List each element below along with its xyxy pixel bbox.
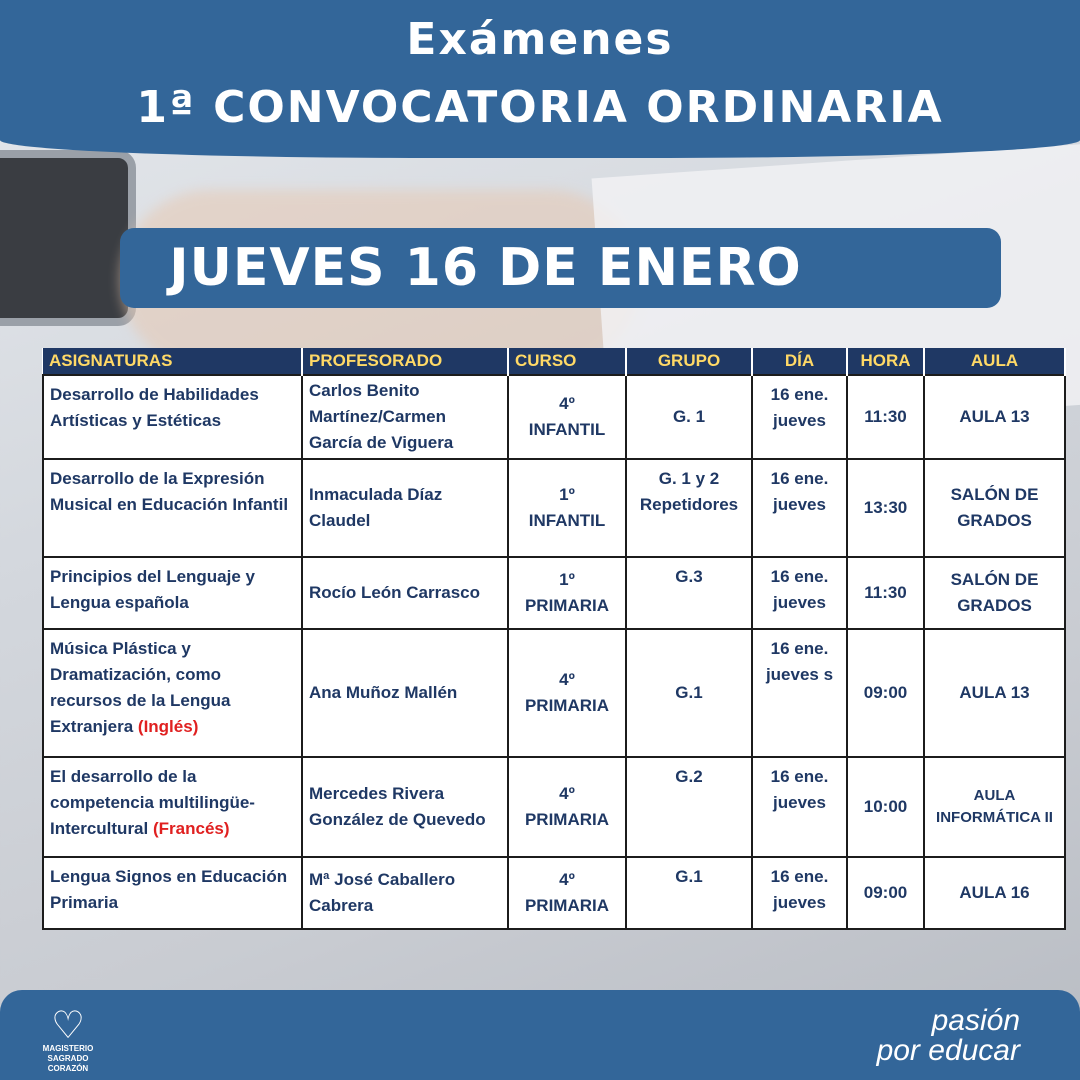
table-row	[43, 857, 1065, 929]
dia-cell: 16 ene. jueves	[752, 857, 847, 929]
logo-text-line: MAGISTERIO	[42, 1044, 94, 1053]
aula-cell: AULA 13	[924, 629, 1065, 757]
aula-cell: AULA 13	[924, 375, 1065, 459]
grupo-cell: G.2	[626, 757, 752, 857]
grupo-cell: G. 1	[626, 375, 752, 459]
asignatura-cell: Principios del Lenguaje y Lengua española	[43, 557, 302, 629]
slogan	[877, 1006, 1020, 1066]
curso-cell: 4º INFANTIL	[508, 375, 626, 459]
profesorado-cell: Carlos Benito Martínez/Carmen García de Viguera	[302, 375, 508, 459]
curso-cell: 1º INFANTIL	[508, 459, 626, 557]
table-header-row	[43, 348, 1065, 375]
dia-cell: 16 ene. jueves	[752, 557, 847, 629]
exam-schedule-table	[42, 348, 1064, 926]
date-banner: JUEVES 16 DE ENERO	[120, 228, 1001, 308]
dia-cell: 16 ene. jueves	[752, 757, 847, 857]
aula-cell: SALÓN DE GRADOS	[924, 459, 1065, 557]
profesorado-cell: Mª José Caballero Cabrera	[302, 857, 508, 929]
asignatura-cell: Lengua Signos en Educación Primaria	[43, 857, 302, 929]
asignatura-cell: El desarrollo de la competencia multilingüe-Intercultural (Francés)	[43, 757, 302, 857]
grupo-cell: G.1	[626, 857, 752, 929]
language-highlight: (Francés)	[152, 819, 230, 838]
curso-cell: 1º PRIMARIA	[508, 557, 626, 629]
grupo-cell: G. 1 y 2 Repetidores	[626, 459, 752, 557]
page-subtitle: 1ª CONVOCATORIA ORDINARIA	[136, 82, 944, 133]
column-header: PROFESORADO	[302, 348, 508, 375]
aula-cell: AULA INFORMÁTICA II	[924, 757, 1065, 857]
table-row	[43, 459, 1065, 557]
grupo-cell: G.3	[626, 557, 752, 629]
column-header: CURSO	[508, 348, 626, 375]
institution-logo	[36, 1003, 100, 1074]
table-row	[43, 757, 1065, 857]
logo-text-line: CORAZÓN	[47, 1064, 89, 1073]
background-watch	[0, 150, 136, 326]
logo-text-line: SAGRADO	[47, 1054, 89, 1063]
table-row	[43, 375, 1065, 459]
language-highlight: (Inglés)	[137, 717, 199, 736]
column-header: ASIGNATURAS	[43, 348, 302, 375]
aula-cell: AULA 16	[924, 857, 1065, 929]
table-row	[43, 629, 1065, 757]
column-header: HORA	[847, 348, 924, 375]
curso-cell: 4º PRIMARIA	[508, 629, 626, 757]
aula-cell: SALÓN DE GRADOS	[924, 557, 1065, 629]
dia-cell: 16 ene. jueves s	[752, 629, 847, 757]
hora-cell: 09:00	[847, 629, 924, 757]
asignatura-cell: Desarrollo de la Expresión Musical en Educación Infantil	[43, 459, 302, 557]
header-banner	[0, 0, 1080, 158]
curso-cell: 4º PRIMARIA	[508, 757, 626, 857]
hora-cell: 11:30	[847, 557, 924, 629]
profesorado-cell: Inmaculada Díaz Claudel	[302, 459, 508, 557]
slogan-line: por educar	[876, 1034, 1020, 1067]
dia-cell: 16 ene. jueves	[752, 375, 847, 459]
asignatura-cell: Música Plástica y Dramatización, como recursos de la Lengua Extranjera (Inglés)	[43, 629, 302, 757]
column-header: DÍA	[752, 348, 847, 375]
page-title: Exámenes	[406, 14, 674, 65]
hora-cell: 13:30	[847, 459, 924, 557]
column-header: GRUPO	[626, 348, 752, 375]
curso-cell: 4º PRIMARIA	[508, 857, 626, 929]
hora-cell: 11:30	[847, 375, 924, 459]
profesorado-cell: Rocío León Carrasco	[302, 557, 508, 629]
column-header: AULA	[924, 348, 1065, 375]
profesorado-cell: Ana Muñoz Mallén	[302, 629, 508, 757]
table-row	[43, 557, 1065, 629]
heart-icon: ♡	[50, 1003, 86, 1047]
dia-cell: 16 ene. jueves	[752, 459, 847, 557]
hora-cell: 10:00	[847, 757, 924, 857]
asignatura-cell: Desarrollo de Habilidades Artísticas y Estéticas	[43, 375, 302, 459]
hora-cell: 09:00	[847, 857, 924, 929]
grupo-cell: G.1	[626, 629, 752, 757]
slogan-line: pasión	[931, 1004, 1020, 1037]
profesorado-cell: Mercedes Rivera González de Quevedo	[302, 757, 508, 857]
